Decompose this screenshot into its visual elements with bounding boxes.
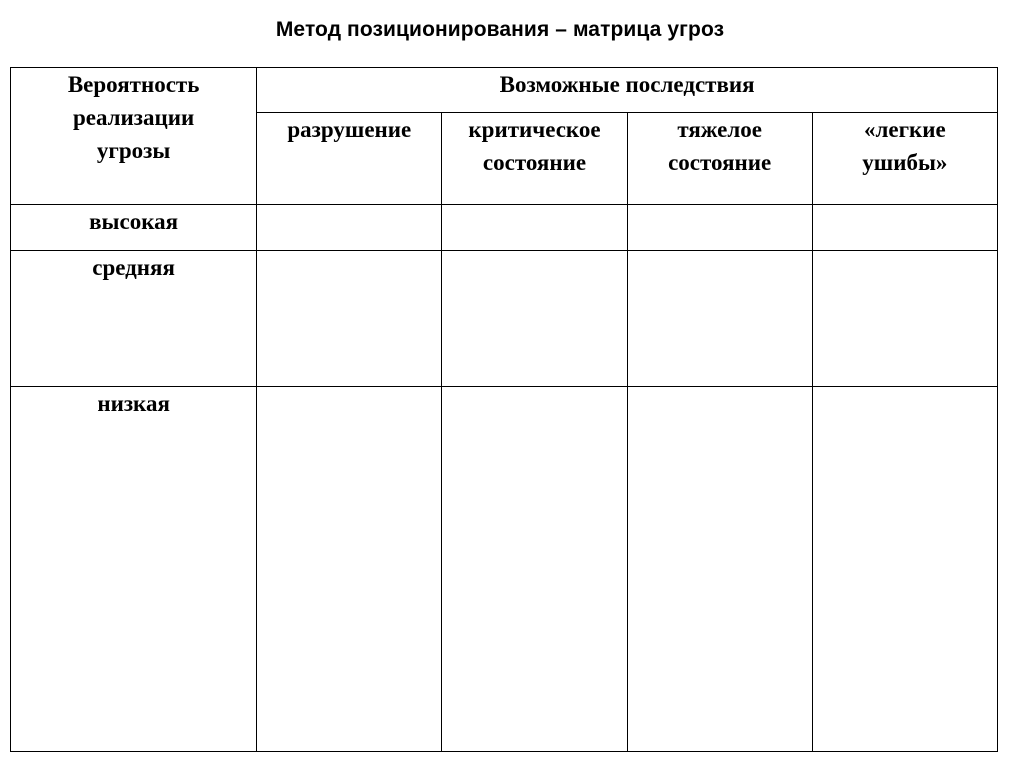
page-title: Метод позиционирования – матрица угроз (275, 18, 725, 41)
table-cell (627, 205, 812, 251)
consequence-header-critical (442, 113, 627, 205)
table-row (11, 251, 998, 387)
table-cell (812, 387, 997, 752)
row-label-low: низкая (11, 387, 257, 752)
table-row (11, 205, 998, 251)
probability-header-line: Вероятность (67, 72, 200, 97)
consequence-header-line: состояние (482, 150, 587, 175)
table-cell (812, 251, 997, 387)
consequences-header: Возможные последствия (257, 68, 998, 113)
consequence-header-line: «легкие (863, 117, 946, 142)
row-label-high: высокая (11, 205, 257, 251)
consequence-header-minor (812, 113, 997, 205)
threat-matrix-table (10, 67, 998, 752)
consequence-header-line: состояние (668, 150, 772, 175)
consequence-header-severe (627, 113, 812, 205)
probability-header-line: угрозы (96, 138, 171, 163)
probability-header (11, 68, 257, 205)
table-cell (627, 251, 812, 387)
table-cell (442, 205, 627, 251)
table-cell (442, 387, 627, 752)
consequence-header-destruction (257, 113, 442, 205)
table-cell (627, 387, 812, 752)
table-cell (812, 205, 997, 251)
table-cell (257, 387, 442, 752)
table-cell (257, 251, 442, 387)
consequence-header-line: ушибы» (862, 150, 948, 175)
table-row (11, 387, 998, 752)
table-cell (442, 251, 627, 387)
consequence-header-line: разрушение (287, 117, 412, 142)
table-cell (257, 205, 442, 251)
header-row (11, 68, 998, 113)
probability-header-line: реализации (72, 105, 195, 130)
row-label-medium: средняя (11, 251, 257, 387)
consequence-header-line: критическое (468, 117, 601, 142)
consequence-header-line: тяжелое (677, 117, 762, 142)
